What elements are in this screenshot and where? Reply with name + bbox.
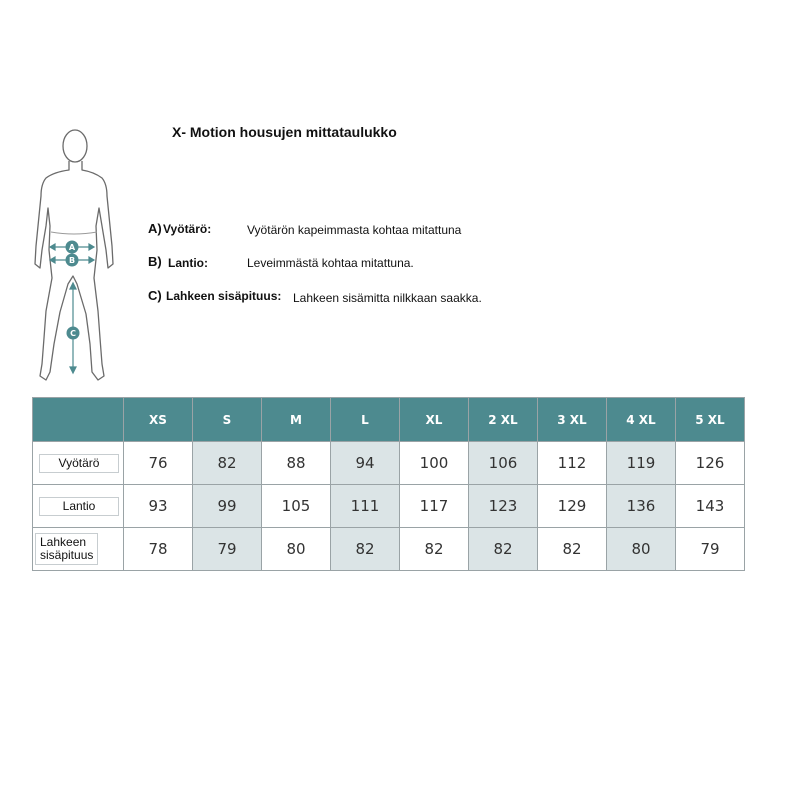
table-cell: 79: [676, 528, 745, 571]
size-header-m: M: [262, 398, 331, 442]
table-cell: 93: [124, 485, 193, 528]
size-header-s: S: [193, 398, 262, 442]
size-header-3xl: 3 XL: [538, 398, 607, 442]
table-cell: 80: [607, 528, 676, 571]
size-header-4xl: 4 XL: [607, 398, 676, 442]
table-cell: 82: [331, 528, 400, 571]
definition-a-term: Vyötärö:: [163, 222, 212, 236]
table-cell: 82: [193, 442, 262, 485]
definition-b-letter: B): [148, 254, 162, 269]
table-cell: 106: [469, 442, 538, 485]
table-cell: 117: [400, 485, 469, 528]
definition-c-letter: C): [148, 288, 162, 303]
size-header-2xl: 2 XL: [469, 398, 538, 442]
table-cell: 143: [676, 485, 745, 528]
table-cell: 82: [469, 528, 538, 571]
table-cell: 136: [607, 485, 676, 528]
table-cell: 82: [538, 528, 607, 571]
row-label: [35, 533, 98, 565]
table-cell: 112: [538, 442, 607, 485]
table-cell: 99: [193, 485, 262, 528]
row-label-line-1: Lahkeen: [40, 535, 87, 549]
row-label: Vyötärö: [39, 454, 119, 473]
table-corner-cell: [33, 398, 124, 442]
size-header-5xl: 5 XL: [676, 398, 745, 442]
row-label-cell: [33, 528, 124, 571]
table-cell: 100: [400, 442, 469, 485]
table-cell: 88: [262, 442, 331, 485]
table-cell: 123: [469, 485, 538, 528]
body-silhouette-icon: [24, 126, 128, 396]
definition-a-desc: Vyötärön kapeimmasta kohtaa mitattuna: [247, 223, 462, 237]
table-cell: 129: [538, 485, 607, 528]
table-header-row: [33, 398, 745, 442]
table-cell: 119: [607, 442, 676, 485]
row-label-cell: [33, 485, 124, 528]
table-row: [33, 442, 745, 485]
definition-b-desc: Leveimmästä kohtaa mitattuna.: [247, 256, 414, 270]
row-label-line-2: sisäpituus: [40, 548, 94, 562]
size-header-l: L: [331, 398, 400, 442]
size-table: [32, 397, 745, 571]
size-header-xs: XS: [124, 398, 193, 442]
size-header-xl: XL: [400, 398, 469, 442]
table-cell: 76: [124, 442, 193, 485]
row-label: Lantio: [39, 497, 119, 516]
definition-c-desc: Lahkeen sisämitta nilkkaan saakka.: [293, 291, 482, 305]
table-cell: 82: [400, 528, 469, 571]
table-cell: 105: [262, 485, 331, 528]
definition-c-term: Lahkeen sisäpituus:: [166, 289, 282, 303]
definition-b-term: Lantio:: [168, 256, 208, 270]
table-cell: 111: [331, 485, 400, 528]
table-cell: 79: [193, 528, 262, 571]
marker-b-label: B: [68, 256, 76, 265]
table-row: [33, 485, 745, 528]
table-cell: 126: [676, 442, 745, 485]
row-label-cell: [33, 442, 124, 485]
marker-a-label: A: [68, 243, 76, 252]
page-title: X- Motion housujen mittataulukko: [172, 124, 397, 140]
table-row: [33, 528, 745, 571]
table-cell: 80: [262, 528, 331, 571]
marker-c-label: C: [70, 329, 76, 338]
table-cell: 78: [124, 528, 193, 571]
table-cell: 94: [331, 442, 400, 485]
definition-a-letter: A): [148, 221, 162, 236]
